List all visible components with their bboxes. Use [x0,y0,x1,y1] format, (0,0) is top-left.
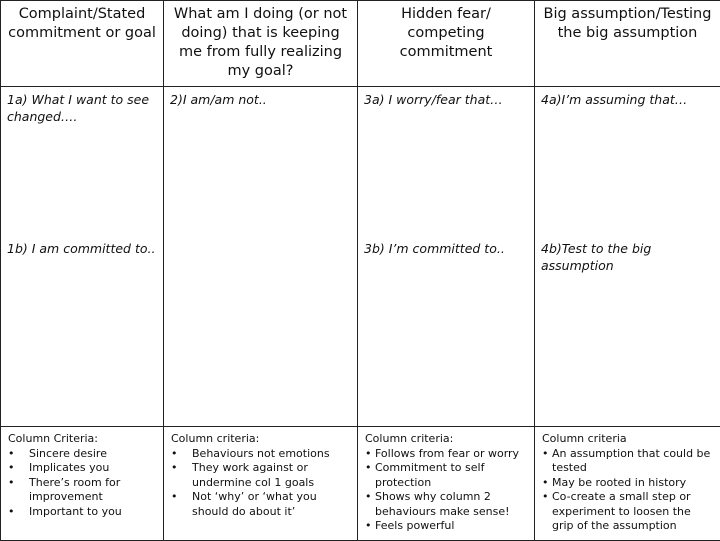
criteria-title: Column criteria: [365,432,528,447]
bullet-icon: • [8,505,15,520]
criteria-col2 [164,427,357,519]
bullet-icon: • [365,490,372,505]
header-cell-1 [1,1,164,87]
criteria-item: • Commitment to self protection [365,461,528,490]
prompt-4a: 4a)I’m assuming that… [541,91,714,108]
criteria-cell-4 [535,427,720,541]
criteria-item: • An assumption that could be tested [542,447,714,476]
header-complaint: Complaint/Stated commitment or goal [1,1,163,43]
criteria-item: • May be rooted in history [542,476,714,491]
criteria-col1 [1,427,163,519]
bullet-icon: • [542,476,549,491]
prompt-4b: 4b)Test to the big assumption [541,240,714,274]
criteria-col3 [358,427,534,534]
criteria-item: • Sincere desire [8,447,157,462]
criteria-title: Column criteria [542,432,714,447]
entry-cell-1 [1,87,164,427]
entry-cell-3 [358,87,535,427]
criteria-cell-2 [164,427,358,541]
criteria-title: Column Criteria: [8,432,157,447]
criteria-cell-3 [358,427,535,541]
bullet-icon: • [8,476,15,491]
criteria-item: • Feels powerful [365,519,528,534]
bullet-icon: • [365,461,372,476]
criteria-item: • They work against or undermine col 1 goals [171,461,351,490]
criteria-item: • Important to you [8,505,157,520]
criteria-col4 [535,427,720,534]
prompt-2: 2)I am/am not.. [170,91,351,108]
prompt-1a: 1a) What I want to see changed…. [7,91,157,125]
header-cell-3 [358,1,535,87]
criteria-item: • Behaviours not emotions [171,447,351,462]
bullet-icon: • [171,461,178,476]
bullet-icon: • [171,490,178,505]
criteria-title: Column criteria: [171,432,351,447]
bullet-icon: • [171,447,178,462]
header-doing: What am I doing (or not doing) that is keeping me from fully realizing my goal? [164,1,357,81]
criteria-item: • Shows why column 2 behaviours make sense! [365,490,528,519]
bullet-icon: • [365,447,372,462]
entry-cell-4 [535,87,720,427]
criteria-item: • Follows from fear or worry [365,447,528,462]
prompt-3a: 3a) I worry/fear that… [364,91,528,108]
header-hidden-fear: Hidden fear/ competing commitment [358,1,534,62]
criteria-item: • Implicates you [8,461,157,476]
bullet-icon: • [8,461,15,476]
criteria-item: • Not ‘why’ or ‘what you should do about it’ [171,490,351,519]
header-cell-2 [164,1,358,87]
header-row [1,1,720,87]
bullet-icon: • [8,447,15,462]
prompt-3b: 3b) I’m committed to.. [364,240,528,257]
bullet-icon: • [542,490,549,505]
entry-cell-2 [164,87,358,427]
criteria-row [1,427,720,541]
header-cell-4 [535,1,720,87]
criteria-item: • There’s room for improvement [8,476,157,505]
prompt-1b: 1b) I am committed to.. [7,240,157,257]
bullet-icon: • [365,519,372,534]
header-big-assumption: Big assumption/Testing the big assumption [535,1,720,43]
bullet-icon: • [542,447,549,462]
criteria-cell-1 [1,427,164,541]
entry-row [1,87,720,427]
criteria-item: • Co-create a small step or experiment to loosen the grip of the assumption [542,490,714,534]
